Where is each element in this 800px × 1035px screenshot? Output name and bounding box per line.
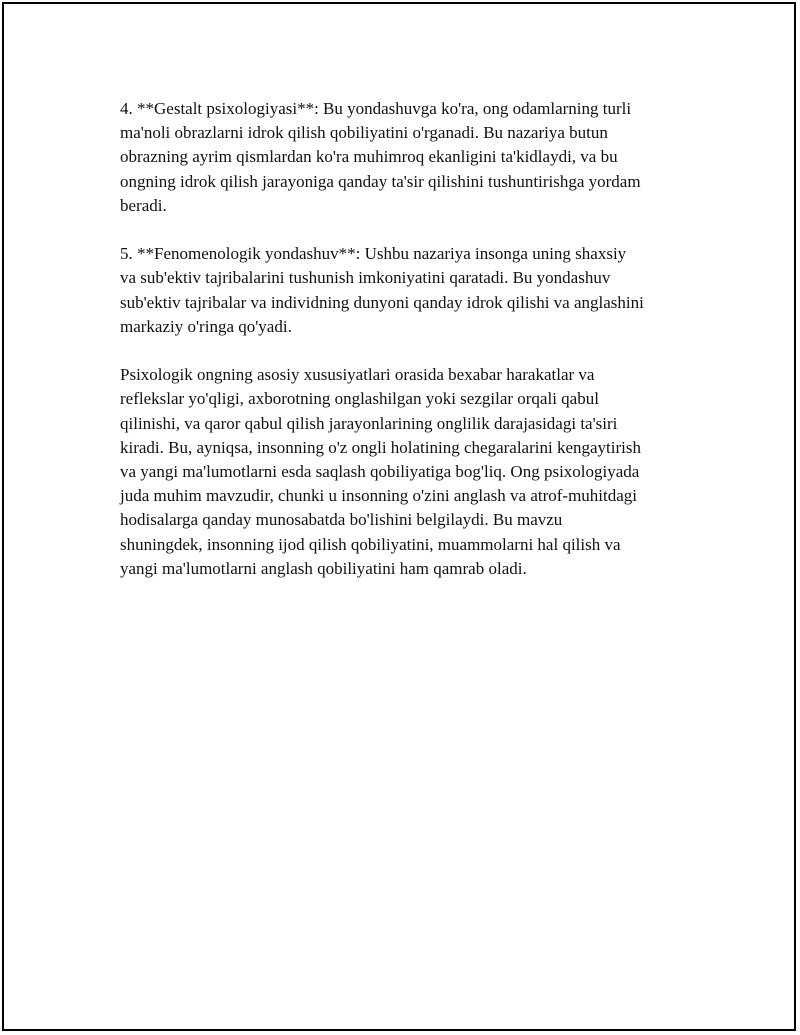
- paragraph-phenomenology: 5. **Fenomenologik yondashuv**: Ushbu nazariya insonga uning shaxsiy va sub'ektiv tajribalarini tushunish imkoniyatini qaratadi. Bu yondashuv sub'ektiv tajribalar va individning dunyoni qanday idrok qilishi va anglashini markaziy o'ringa qo'yadi.: [120, 244, 644, 336]
- paragraph-gestalt: 4. **Gestalt psixologiyasi**: Bu yondashuvga ko'ra, ong odamlarning turli ma'noli obrazlarni idrok qilish qobiliyatini o'rganadi. Bu nazariya butun obrazning ayrim qismlardan ko'ra muhimroq ekanligini ta'kidlaydi, va bu ongning idrok qilish jarayoniga qanday ta'sir qilishini tushuntirishga yordam beradi.: [120, 99, 641, 215]
- document-body: [120, 97, 710, 581]
- paragraph-consciousness-features: Psixologik ongning asosiy xususiyatlari orasida bexabar harakatlar va reflekslar yo'qligi, axborotning onglashilgan yoki sezgilar orqali qabul qilinishi, va qaror qabul qilish jarayonlarining onglilik darajasidagi ta'siri kiradi. Bu, ayniqsa, insonning o'z ongli holatining chegaralarini kengaytirish va yangi ma'lumotlarni esda saqlash qobiliyatiga bog'liq. Ong psixologiyada juda muhim mavzudir, chunki u insonning o'zini anglash va atrof-muhitdagi hodisalarga qanday munosabatda bo'lishini belgilaydi. Bu mavzu shuningdek, insonning ijod qilish qobiliyatini, muammolarni hal qilish va yangi ma'lumotlarni anglash qobiliyatini ham qamrab oladi.: [120, 365, 641, 578]
- page-frame: [2, 2, 796, 1031]
